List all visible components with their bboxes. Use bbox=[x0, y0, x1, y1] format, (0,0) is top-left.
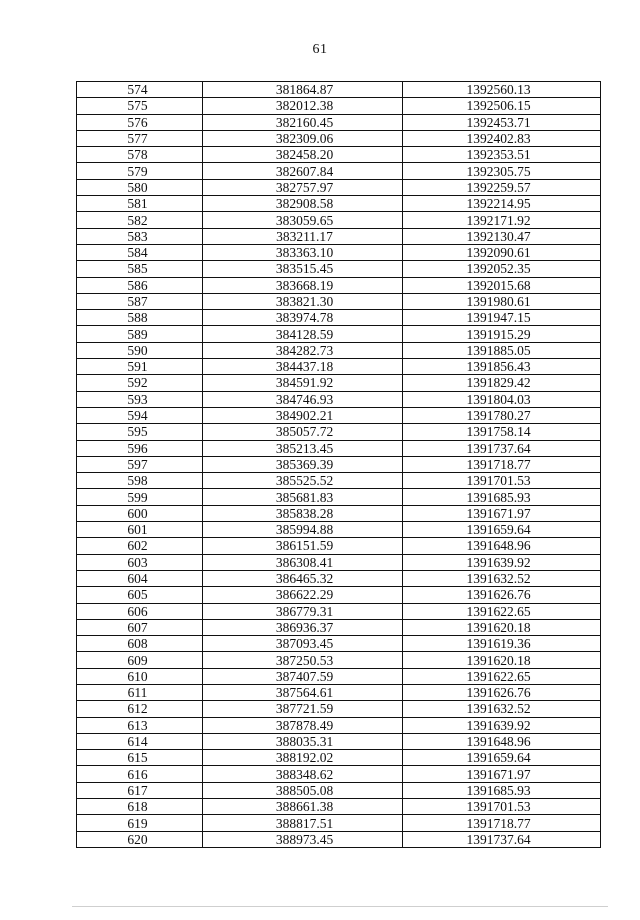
x-coordinate-cell: 385525.52 bbox=[203, 473, 403, 489]
point-number-cell: 594 bbox=[77, 407, 203, 423]
point-number-cell: 618 bbox=[77, 799, 203, 815]
x-coordinate-cell: 383821.30 bbox=[203, 293, 403, 309]
point-number-cell: 580 bbox=[77, 179, 203, 195]
y-coordinate-cell: 1392130.47 bbox=[403, 228, 601, 244]
table-row bbox=[77, 799, 601, 815]
x-coordinate-cell: 382908.58 bbox=[203, 196, 403, 212]
point-number-cell: 614 bbox=[77, 733, 203, 749]
x-coordinate-cell: 387721.59 bbox=[203, 701, 403, 717]
table-row bbox=[77, 456, 601, 472]
y-coordinate-cell: 1391737.64 bbox=[403, 440, 601, 456]
point-number-cell: 608 bbox=[77, 636, 203, 652]
table-row bbox=[77, 684, 601, 700]
x-coordinate-cell: 382757.97 bbox=[203, 179, 403, 195]
y-coordinate-cell: 1392015.68 bbox=[403, 277, 601, 293]
point-number-cell: 593 bbox=[77, 391, 203, 407]
x-coordinate-cell: 388817.51 bbox=[203, 815, 403, 831]
x-coordinate-cell: 381864.87 bbox=[203, 82, 403, 98]
y-coordinate-cell: 1391632.52 bbox=[403, 701, 601, 717]
table-row bbox=[77, 652, 601, 668]
y-coordinate-cell: 1392171.92 bbox=[403, 212, 601, 228]
x-coordinate-cell: 387878.49 bbox=[203, 717, 403, 733]
y-coordinate-cell: 1391620.18 bbox=[403, 619, 601, 635]
y-coordinate-cell: 1391915.29 bbox=[403, 326, 601, 342]
table-row bbox=[77, 147, 601, 163]
x-coordinate-cell: 384128.59 bbox=[203, 326, 403, 342]
y-coordinate-cell: 1391980.61 bbox=[403, 293, 601, 309]
point-number-cell: 584 bbox=[77, 244, 203, 260]
x-coordinate-cell: 387407.59 bbox=[203, 668, 403, 684]
table-row bbox=[77, 114, 601, 130]
x-coordinate-cell: 384902.21 bbox=[203, 407, 403, 423]
y-coordinate-cell: 1392560.13 bbox=[403, 82, 601, 98]
point-number-cell: 587 bbox=[77, 293, 203, 309]
table-row bbox=[77, 489, 601, 505]
y-coordinate-cell: 1391622.65 bbox=[403, 668, 601, 684]
point-number-cell: 604 bbox=[77, 570, 203, 586]
y-coordinate-cell: 1391659.64 bbox=[403, 750, 601, 766]
table-row bbox=[77, 212, 601, 228]
table-row bbox=[77, 359, 601, 375]
point-number-cell: 581 bbox=[77, 196, 203, 212]
table-row bbox=[77, 391, 601, 407]
table-row bbox=[77, 440, 601, 456]
table-row bbox=[77, 326, 601, 342]
y-coordinate-cell: 1392259.57 bbox=[403, 179, 601, 195]
point-number-cell: 592 bbox=[77, 375, 203, 391]
page-number: 61 bbox=[312, 42, 328, 57]
table-row bbox=[77, 196, 601, 212]
y-coordinate-cell: 1392353.51 bbox=[403, 147, 601, 163]
point-number-cell: 577 bbox=[77, 130, 203, 146]
y-coordinate-cell: 1392506.15 bbox=[403, 98, 601, 114]
table-row bbox=[77, 636, 601, 652]
x-coordinate-cell: 388348.62 bbox=[203, 766, 403, 782]
point-number-cell: 600 bbox=[77, 505, 203, 521]
point-number-cell: 588 bbox=[77, 310, 203, 326]
x-coordinate-cell: 386936.37 bbox=[203, 619, 403, 635]
x-coordinate-cell: 386151.59 bbox=[203, 538, 403, 554]
point-number-cell: 615 bbox=[77, 750, 203, 766]
y-coordinate-cell: 1391685.93 bbox=[403, 782, 601, 798]
table-row bbox=[77, 717, 601, 733]
x-coordinate-cell: 385369.39 bbox=[203, 456, 403, 472]
x-coordinate-cell: 386308.41 bbox=[203, 554, 403, 570]
point-number-cell: 597 bbox=[77, 456, 203, 472]
point-number-cell: 605 bbox=[77, 587, 203, 603]
y-coordinate-cell: 1392214.95 bbox=[403, 196, 601, 212]
y-coordinate-cell: 1391626.76 bbox=[403, 684, 601, 700]
x-coordinate-cell: 383211.17 bbox=[203, 228, 403, 244]
y-coordinate-cell: 1391648.96 bbox=[403, 733, 601, 749]
x-coordinate-cell: 385681.83 bbox=[203, 489, 403, 505]
point-number-cell: 611 bbox=[77, 684, 203, 700]
x-coordinate-cell: 388661.38 bbox=[203, 799, 403, 815]
bottom-edge-line bbox=[72, 906, 608, 907]
point-number-cell: 595 bbox=[77, 424, 203, 440]
point-number-cell: 578 bbox=[77, 147, 203, 163]
table-row bbox=[77, 668, 601, 684]
table-row bbox=[77, 782, 601, 798]
x-coordinate-cell: 384282.73 bbox=[203, 342, 403, 358]
table-row bbox=[77, 603, 601, 619]
point-number-cell: 616 bbox=[77, 766, 203, 782]
y-coordinate-cell: 1391737.64 bbox=[403, 831, 601, 847]
table-row bbox=[77, 163, 601, 179]
x-coordinate-cell: 384746.93 bbox=[203, 391, 403, 407]
x-coordinate-cell: 386779.31 bbox=[203, 603, 403, 619]
point-number-cell: 602 bbox=[77, 538, 203, 554]
y-coordinate-cell: 1392453.71 bbox=[403, 114, 601, 130]
table-row bbox=[77, 98, 601, 114]
point-number-cell: 585 bbox=[77, 261, 203, 277]
y-coordinate-cell: 1392402.83 bbox=[403, 130, 601, 146]
point-number-cell: 582 bbox=[77, 212, 203, 228]
y-coordinate-cell: 1391804.03 bbox=[403, 391, 601, 407]
y-coordinate-cell: 1391626.76 bbox=[403, 587, 601, 603]
table-row bbox=[77, 130, 601, 146]
y-coordinate-cell: 1391718.77 bbox=[403, 456, 601, 472]
point-number-cell: 591 bbox=[77, 359, 203, 375]
table-row bbox=[77, 733, 601, 749]
table-row bbox=[77, 244, 601, 260]
table-row bbox=[77, 522, 601, 538]
y-coordinate-cell: 1392090.61 bbox=[403, 244, 601, 260]
table-row bbox=[77, 766, 601, 782]
x-coordinate-cell: 387093.45 bbox=[203, 636, 403, 652]
y-coordinate-cell: 1391718.77 bbox=[403, 815, 601, 831]
x-coordinate-cell: 384437.18 bbox=[203, 359, 403, 375]
point-number-cell: 579 bbox=[77, 163, 203, 179]
table-row bbox=[77, 701, 601, 717]
y-coordinate-cell: 1391622.65 bbox=[403, 603, 601, 619]
x-coordinate-cell: 385057.72 bbox=[203, 424, 403, 440]
y-coordinate-cell: 1392305.75 bbox=[403, 163, 601, 179]
coordinate-table-body bbox=[77, 82, 601, 848]
point-number-cell: 607 bbox=[77, 619, 203, 635]
point-number-cell: 609 bbox=[77, 652, 203, 668]
point-number-cell: 589 bbox=[77, 326, 203, 342]
table-row bbox=[77, 505, 601, 521]
y-coordinate-cell: 1391701.53 bbox=[403, 473, 601, 489]
point-number-cell: 617 bbox=[77, 782, 203, 798]
table-row bbox=[77, 587, 601, 603]
x-coordinate-cell: 388035.31 bbox=[203, 733, 403, 749]
x-coordinate-cell: 383515.45 bbox=[203, 261, 403, 277]
x-coordinate-cell: 386622.29 bbox=[203, 587, 403, 603]
x-coordinate-cell: 385994.88 bbox=[203, 522, 403, 538]
y-coordinate-cell: 1391856.43 bbox=[403, 359, 601, 375]
table-row bbox=[77, 554, 601, 570]
point-number-cell: 574 bbox=[77, 82, 203, 98]
y-coordinate-cell: 1392052.35 bbox=[403, 261, 601, 277]
y-coordinate-cell: 1391885.05 bbox=[403, 342, 601, 358]
table-row bbox=[77, 179, 601, 195]
table-row bbox=[77, 424, 601, 440]
point-number-cell: 598 bbox=[77, 473, 203, 489]
x-coordinate-cell: 382607.84 bbox=[203, 163, 403, 179]
table-row bbox=[77, 570, 601, 586]
table-row bbox=[77, 619, 601, 635]
x-coordinate-cell: 385213.45 bbox=[203, 440, 403, 456]
x-coordinate-cell: 388192.02 bbox=[203, 750, 403, 766]
x-coordinate-cell: 388505.08 bbox=[203, 782, 403, 798]
table-row bbox=[77, 82, 601, 98]
y-coordinate-cell: 1391632.52 bbox=[403, 570, 601, 586]
x-coordinate-cell: 382458.20 bbox=[203, 147, 403, 163]
point-number-cell: 612 bbox=[77, 701, 203, 717]
table-row bbox=[77, 310, 601, 326]
y-coordinate-cell: 1391685.93 bbox=[403, 489, 601, 505]
y-coordinate-cell: 1391671.97 bbox=[403, 766, 601, 782]
y-coordinate-cell: 1391659.64 bbox=[403, 522, 601, 538]
y-coordinate-cell: 1391947.15 bbox=[403, 310, 601, 326]
x-coordinate-cell: 387250.53 bbox=[203, 652, 403, 668]
x-coordinate-cell: 382012.38 bbox=[203, 98, 403, 114]
x-coordinate-cell: 384591.92 bbox=[203, 375, 403, 391]
x-coordinate-cell: 387564.61 bbox=[203, 684, 403, 700]
y-coordinate-cell: 1391639.92 bbox=[403, 717, 601, 733]
point-number-cell: 599 bbox=[77, 489, 203, 505]
point-number-cell: 603 bbox=[77, 554, 203, 570]
y-coordinate-cell: 1391701.53 bbox=[403, 799, 601, 815]
point-number-cell: 590 bbox=[77, 342, 203, 358]
x-coordinate-cell: 383363.10 bbox=[203, 244, 403, 260]
y-coordinate-cell: 1391758.14 bbox=[403, 424, 601, 440]
table-row bbox=[77, 261, 601, 277]
table-row bbox=[77, 228, 601, 244]
y-coordinate-cell: 1391639.92 bbox=[403, 554, 601, 570]
table-row bbox=[77, 407, 601, 423]
table-row bbox=[77, 277, 601, 293]
point-number-cell: 613 bbox=[77, 717, 203, 733]
y-coordinate-cell: 1391780.27 bbox=[403, 407, 601, 423]
table-row bbox=[77, 473, 601, 489]
y-coordinate-cell: 1391829.42 bbox=[403, 375, 601, 391]
point-number-cell: 610 bbox=[77, 668, 203, 684]
point-number-cell: 583 bbox=[77, 228, 203, 244]
coordinate-table bbox=[76, 81, 601, 848]
point-number-cell: 586 bbox=[77, 277, 203, 293]
y-coordinate-cell: 1391671.97 bbox=[403, 505, 601, 521]
point-number-cell: 619 bbox=[77, 815, 203, 831]
x-coordinate-cell: 383059.65 bbox=[203, 212, 403, 228]
x-coordinate-cell: 386465.32 bbox=[203, 570, 403, 586]
table-row bbox=[77, 815, 601, 831]
x-coordinate-cell: 385838.28 bbox=[203, 505, 403, 521]
table-row bbox=[77, 538, 601, 554]
point-number-cell: 596 bbox=[77, 440, 203, 456]
x-coordinate-cell: 383668.19 bbox=[203, 277, 403, 293]
table-row bbox=[77, 375, 601, 391]
table-row bbox=[77, 831, 601, 847]
point-number-cell: 575 bbox=[77, 98, 203, 114]
table-row bbox=[77, 342, 601, 358]
x-coordinate-cell: 383974.78 bbox=[203, 310, 403, 326]
x-coordinate-cell: 382309.06 bbox=[203, 130, 403, 146]
table-row bbox=[77, 750, 601, 766]
x-coordinate-cell: 388973.45 bbox=[203, 831, 403, 847]
y-coordinate-cell: 1391648.96 bbox=[403, 538, 601, 554]
y-coordinate-cell: 1391620.18 bbox=[403, 652, 601, 668]
point-number-cell: 576 bbox=[77, 114, 203, 130]
point-number-cell: 606 bbox=[77, 603, 203, 619]
table-row bbox=[77, 293, 601, 309]
point-number-cell: 620 bbox=[77, 831, 203, 847]
point-number-cell: 601 bbox=[77, 522, 203, 538]
x-coordinate-cell: 382160.45 bbox=[203, 114, 403, 130]
y-coordinate-cell: 1391619.36 bbox=[403, 636, 601, 652]
